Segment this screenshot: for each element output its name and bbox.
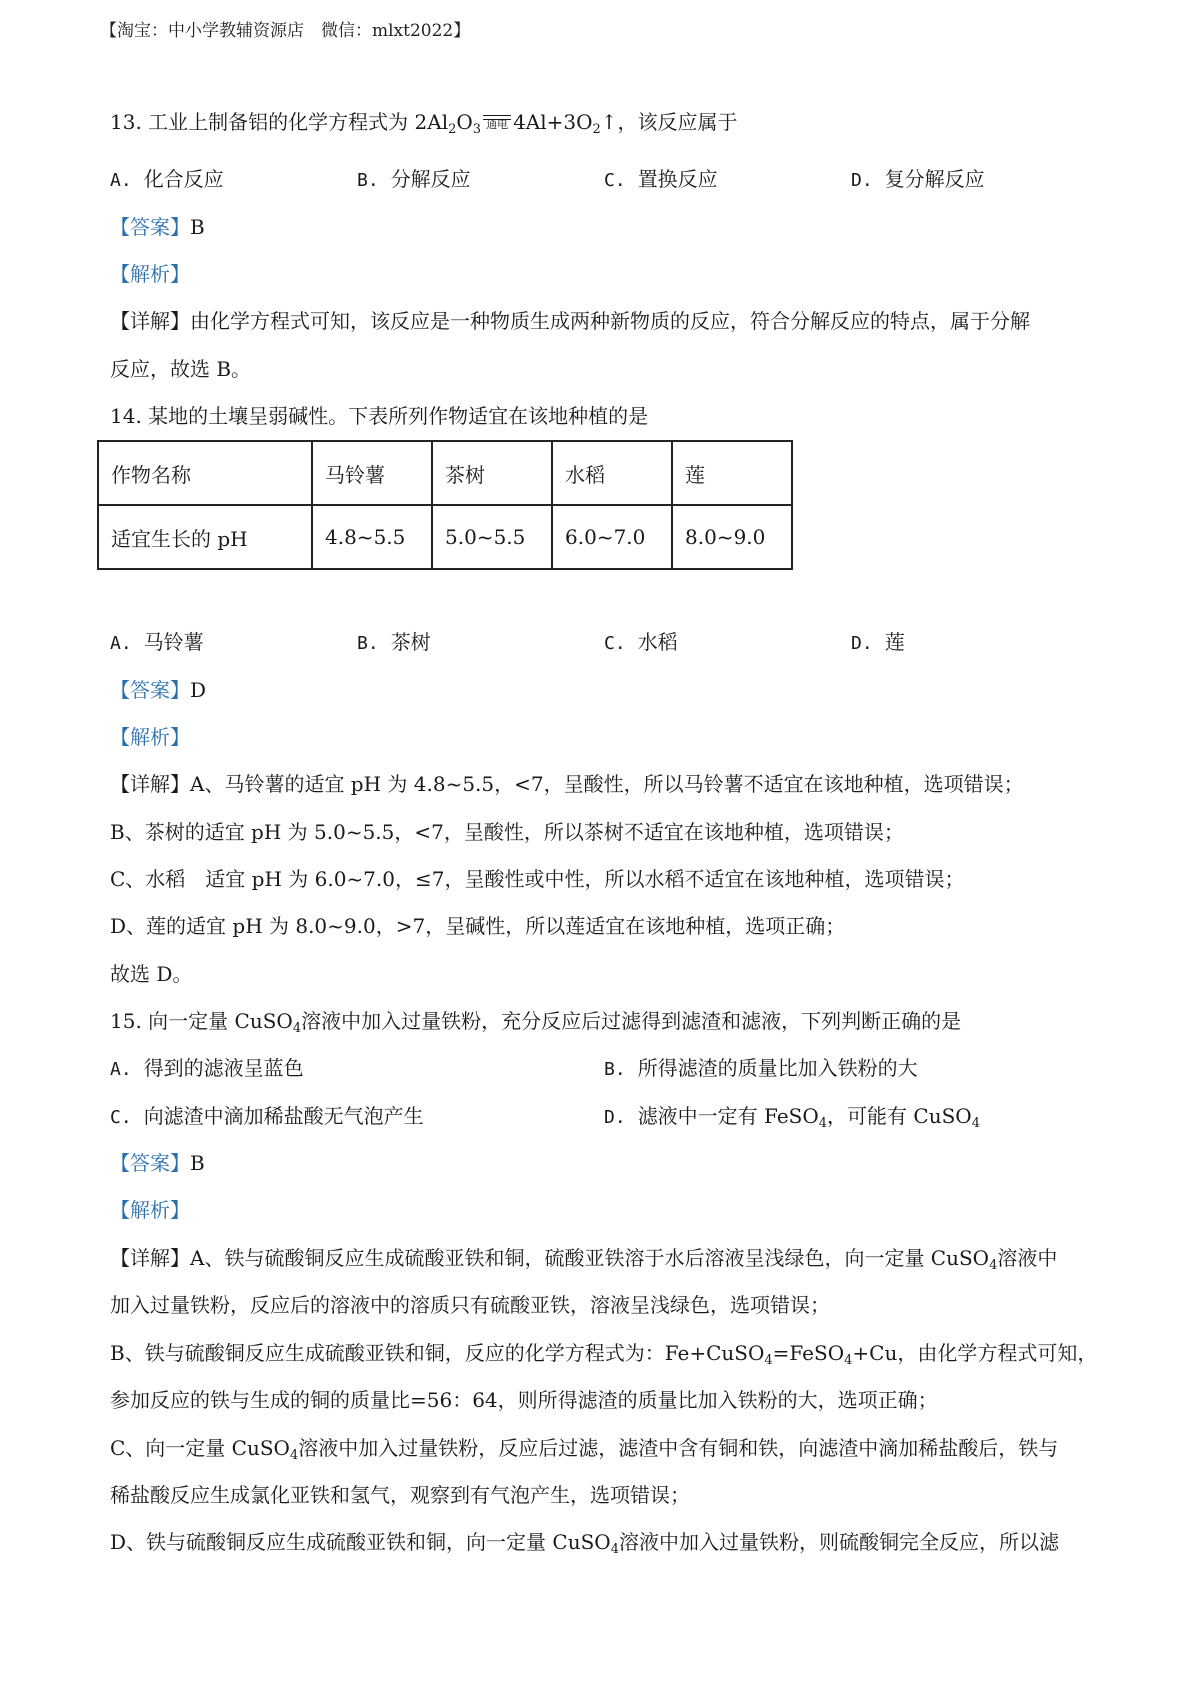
- q15-detail-line-2: 加入过量铁粉，反应后的溶液中的溶质只有硫酸亚铁，溶液呈浅绿色，选项错误；: [110, 1293, 830, 1317]
- option-text: 向滤渣中滴加稀盐酸无气泡产生: [143, 1104, 424, 1128]
- subscript: 2: [448, 122, 457, 137]
- option-label: D.: [604, 1107, 626, 1128]
- crop-ph-table: [97, 440, 793, 570]
- q13-detail-line-1: [110, 309, 1030, 333]
- analysis-tag: 【解析】: [110, 262, 190, 286]
- q13-stem-prefix: 13. 工业上制备铝的化学方程式为 2Al: [110, 110, 449, 134]
- table-row: [98, 441, 792, 505]
- q14-option-d: [851, 630, 905, 656]
- detail-text: +Cu，由化学方程式可知，: [852, 1341, 1098, 1365]
- option-text: 化合反应: [143, 167, 224, 191]
- option-label: D.: [851, 633, 873, 654]
- equal-bars: [483, 115, 511, 120]
- subscript: 4: [292, 1021, 302, 1036]
- answer-value: B: [190, 215, 205, 239]
- q13-stem-suffix: ↑，该反应属于: [600, 110, 738, 134]
- detail-text: 由化学方程式可知，该反应是一种物质生成两种新物质的反应，符合分解反应的特点，属于分解: [190, 309, 1030, 333]
- detail-text: 溶液中加入过量铁粉，则硫酸铜完全反应，所以滤: [618, 1530, 1059, 1554]
- subscript: 4: [971, 1116, 980, 1131]
- q14-detail-line-1: [110, 772, 1024, 796]
- detail-text: B、铁与硫酸铜反应生成硫酸亚铁和铜，反应的化学方程式为：Fe+CuSO: [110, 1341, 765, 1365]
- q14-detail-line-3: C、水稻 适宜 pH 为 6.0~7.0，≤7，呈酸性或中性，所以水稻不适宜在该地种植，选项错误；: [110, 867, 965, 891]
- q15-option-d: [604, 1104, 980, 1130]
- option-label: A.: [110, 170, 132, 191]
- detail-text: =FeSO: [772, 1341, 845, 1365]
- q15-detail-line-6: 稀盐酸反应生成氯化亚铁和氢气，观察到有气泡产生，选项错误；: [110, 1483, 690, 1507]
- subscript: 4: [610, 1542, 619, 1557]
- subscript: 4: [844, 1353, 853, 1368]
- option-text: 得到的滤液呈蓝色: [143, 1056, 304, 1080]
- detail-text: D、铁与硫酸铜反应生成硫酸亚铁和铜，向一定量 CuSO: [110, 1530, 611, 1554]
- q14-answer: [110, 678, 206, 702]
- option-text: 复分解反应: [884, 167, 985, 191]
- answer-value: B: [190, 1151, 205, 1175]
- option-text: 莲: [884, 630, 905, 654]
- analysis-tag: 【解析】: [110, 1198, 190, 1222]
- q15-option-b: [604, 1056, 918, 1082]
- formula-part: O: [456, 110, 473, 134]
- answer-value: D: [190, 678, 207, 702]
- q15-detail-line-7: [110, 1530, 1059, 1557]
- option-label: A.: [110, 633, 132, 654]
- detail-text: C、向一定量 CuSO: [110, 1436, 290, 1460]
- q15-answer: [110, 1151, 205, 1175]
- subscript: 4: [764, 1353, 773, 1368]
- q14-detail-line-4: D、莲的适宜 pH 为 8.0~9.0，>7，呈碱性，所以莲适宜在该地种植，选项正确；: [110, 914, 846, 938]
- table-cell: 茶树: [432, 441, 552, 505]
- q13-stem: [110, 110, 738, 137]
- detail-tag: 【详解】: [110, 1246, 190, 1270]
- option-text: 置换反应: [637, 167, 718, 191]
- analysis-tag: 【解析】: [110, 725, 190, 749]
- subscript: 4: [989, 1258, 998, 1273]
- q15-detail-line-5: [110, 1436, 1059, 1463]
- q13-option-b: [357, 167, 471, 193]
- subscript: 3: [472, 122, 482, 137]
- q14-option-a: [110, 630, 204, 656]
- detail-tag: 【详解】: [110, 309, 190, 333]
- table-cell: 作物名称: [98, 441, 312, 505]
- q14-detail-line-2: B、茶树的适宜 pH 为 5.0~5.5，<7，呈酸性，所以茶树不适宜在该地种植，选项错误；: [110, 820, 904, 844]
- table-row: [98, 505, 792, 569]
- option-text: 分解反应: [390, 167, 471, 191]
- option-text: ，可能有 CuSO: [827, 1104, 972, 1128]
- table-cell: 4.8~5.5: [312, 505, 432, 569]
- option-label: B.: [604, 1059, 626, 1080]
- detail-text: 溶液中加入过量铁粉，反应后过滤，滤渣中含有铜和铁，向滤渣中滴加稀盐酸后，铁与: [298, 1436, 1059, 1460]
- stem-part: 溶液中加入过量铁粉，充分反应后过滤得到滤渣和滤液，下列判断正确的是: [301, 1009, 962, 1033]
- option-text: 滤液中一定有 FeSO: [637, 1104, 819, 1128]
- q13-option-d: [851, 167, 985, 193]
- q15-analysis: [110, 1198, 190, 1222]
- q14-option-c: [604, 630, 678, 656]
- q14-option-b: [357, 630, 431, 656]
- q15-option-a: [110, 1056, 304, 1082]
- detail-text: A、铁与硫酸铜反应生成硫酸亚铁和铜，硫酸亚铁溶于水后溶液呈浅绿色，向一定量 CuSO: [190, 1246, 990, 1270]
- q14-stem: 14. 某地的土壤呈弱碱性。下表所列作物适宜在该地种植的是: [110, 404, 649, 428]
- q15-detail-line-4: 参加反应的铁与生成的铜的质量比=56：64，则所得滤渣的质量比加入铁粉的大，选项正确；: [110, 1388, 938, 1412]
- table-cell: 8.0~9.0: [672, 505, 792, 569]
- table-cell: 适宜生长的 pH: [98, 505, 312, 569]
- table-cell: 水稻: [552, 441, 672, 505]
- option-label: B.: [357, 633, 379, 654]
- subscript: 4: [289, 1448, 299, 1463]
- detail-tag: 【详解】: [110, 772, 190, 796]
- q13-option-c: [604, 167, 718, 193]
- detail-text: A、马铃薯的适宜 pH 为 4.8~5.5，<7，呈酸性，所以马铃薯不适宜在该地种植，选项错误；: [190, 772, 1024, 796]
- option-label: D.: [851, 170, 873, 191]
- q15-detail-line-3: [110, 1341, 1098, 1368]
- q13-option-a: [110, 167, 224, 193]
- subscript: 2: [592, 122, 601, 137]
- option-label: A.: [110, 1059, 132, 1080]
- table-cell: 马铃薯: [312, 441, 432, 505]
- subscript: 4: [818, 1116, 828, 1131]
- stem-part: 15. 向一定量 CuSO: [110, 1009, 293, 1033]
- q13-analysis: [110, 262, 190, 286]
- q15-stem: [110, 1009, 962, 1036]
- option-label: B.: [357, 170, 379, 191]
- table-cell: 莲: [672, 441, 792, 505]
- q13-answer: [110, 215, 205, 239]
- answer-tag: 【答案】: [110, 215, 190, 239]
- q15-option-c: [110, 1104, 424, 1130]
- q13-detail-line-2: 反应，故选 B。: [110, 357, 252, 381]
- option-text: 所得滤渣的质量比加入铁粉的大: [637, 1056, 918, 1080]
- option-text: 马铃薯: [143, 630, 204, 654]
- table-cell: 5.0~5.5: [432, 505, 552, 569]
- answer-tag: 【答案】: [110, 678, 190, 702]
- option-label: C.: [604, 170, 626, 191]
- q15-detail-line-1: [110, 1246, 1058, 1273]
- q14-analysis: [110, 725, 190, 749]
- answer-tag: 【答案】: [110, 1151, 190, 1175]
- formula-part: 4Al+3O: [513, 110, 593, 134]
- option-label: C.: [110, 1107, 132, 1128]
- source-header: 【淘宝：中小学教辅资源店 微信：mlxt2022】: [100, 21, 471, 41]
- q14-detail-line-5: 故选 D。: [110, 962, 193, 986]
- table-cell: 6.0~7.0: [552, 505, 672, 569]
- reaction-condition: 通电: [486, 118, 509, 131]
- detail-text: 溶液中: [997, 1246, 1058, 1270]
- option-text: 水稻: [637, 630, 678, 654]
- option-label: C.: [604, 633, 626, 654]
- option-text: 茶树: [390, 630, 431, 654]
